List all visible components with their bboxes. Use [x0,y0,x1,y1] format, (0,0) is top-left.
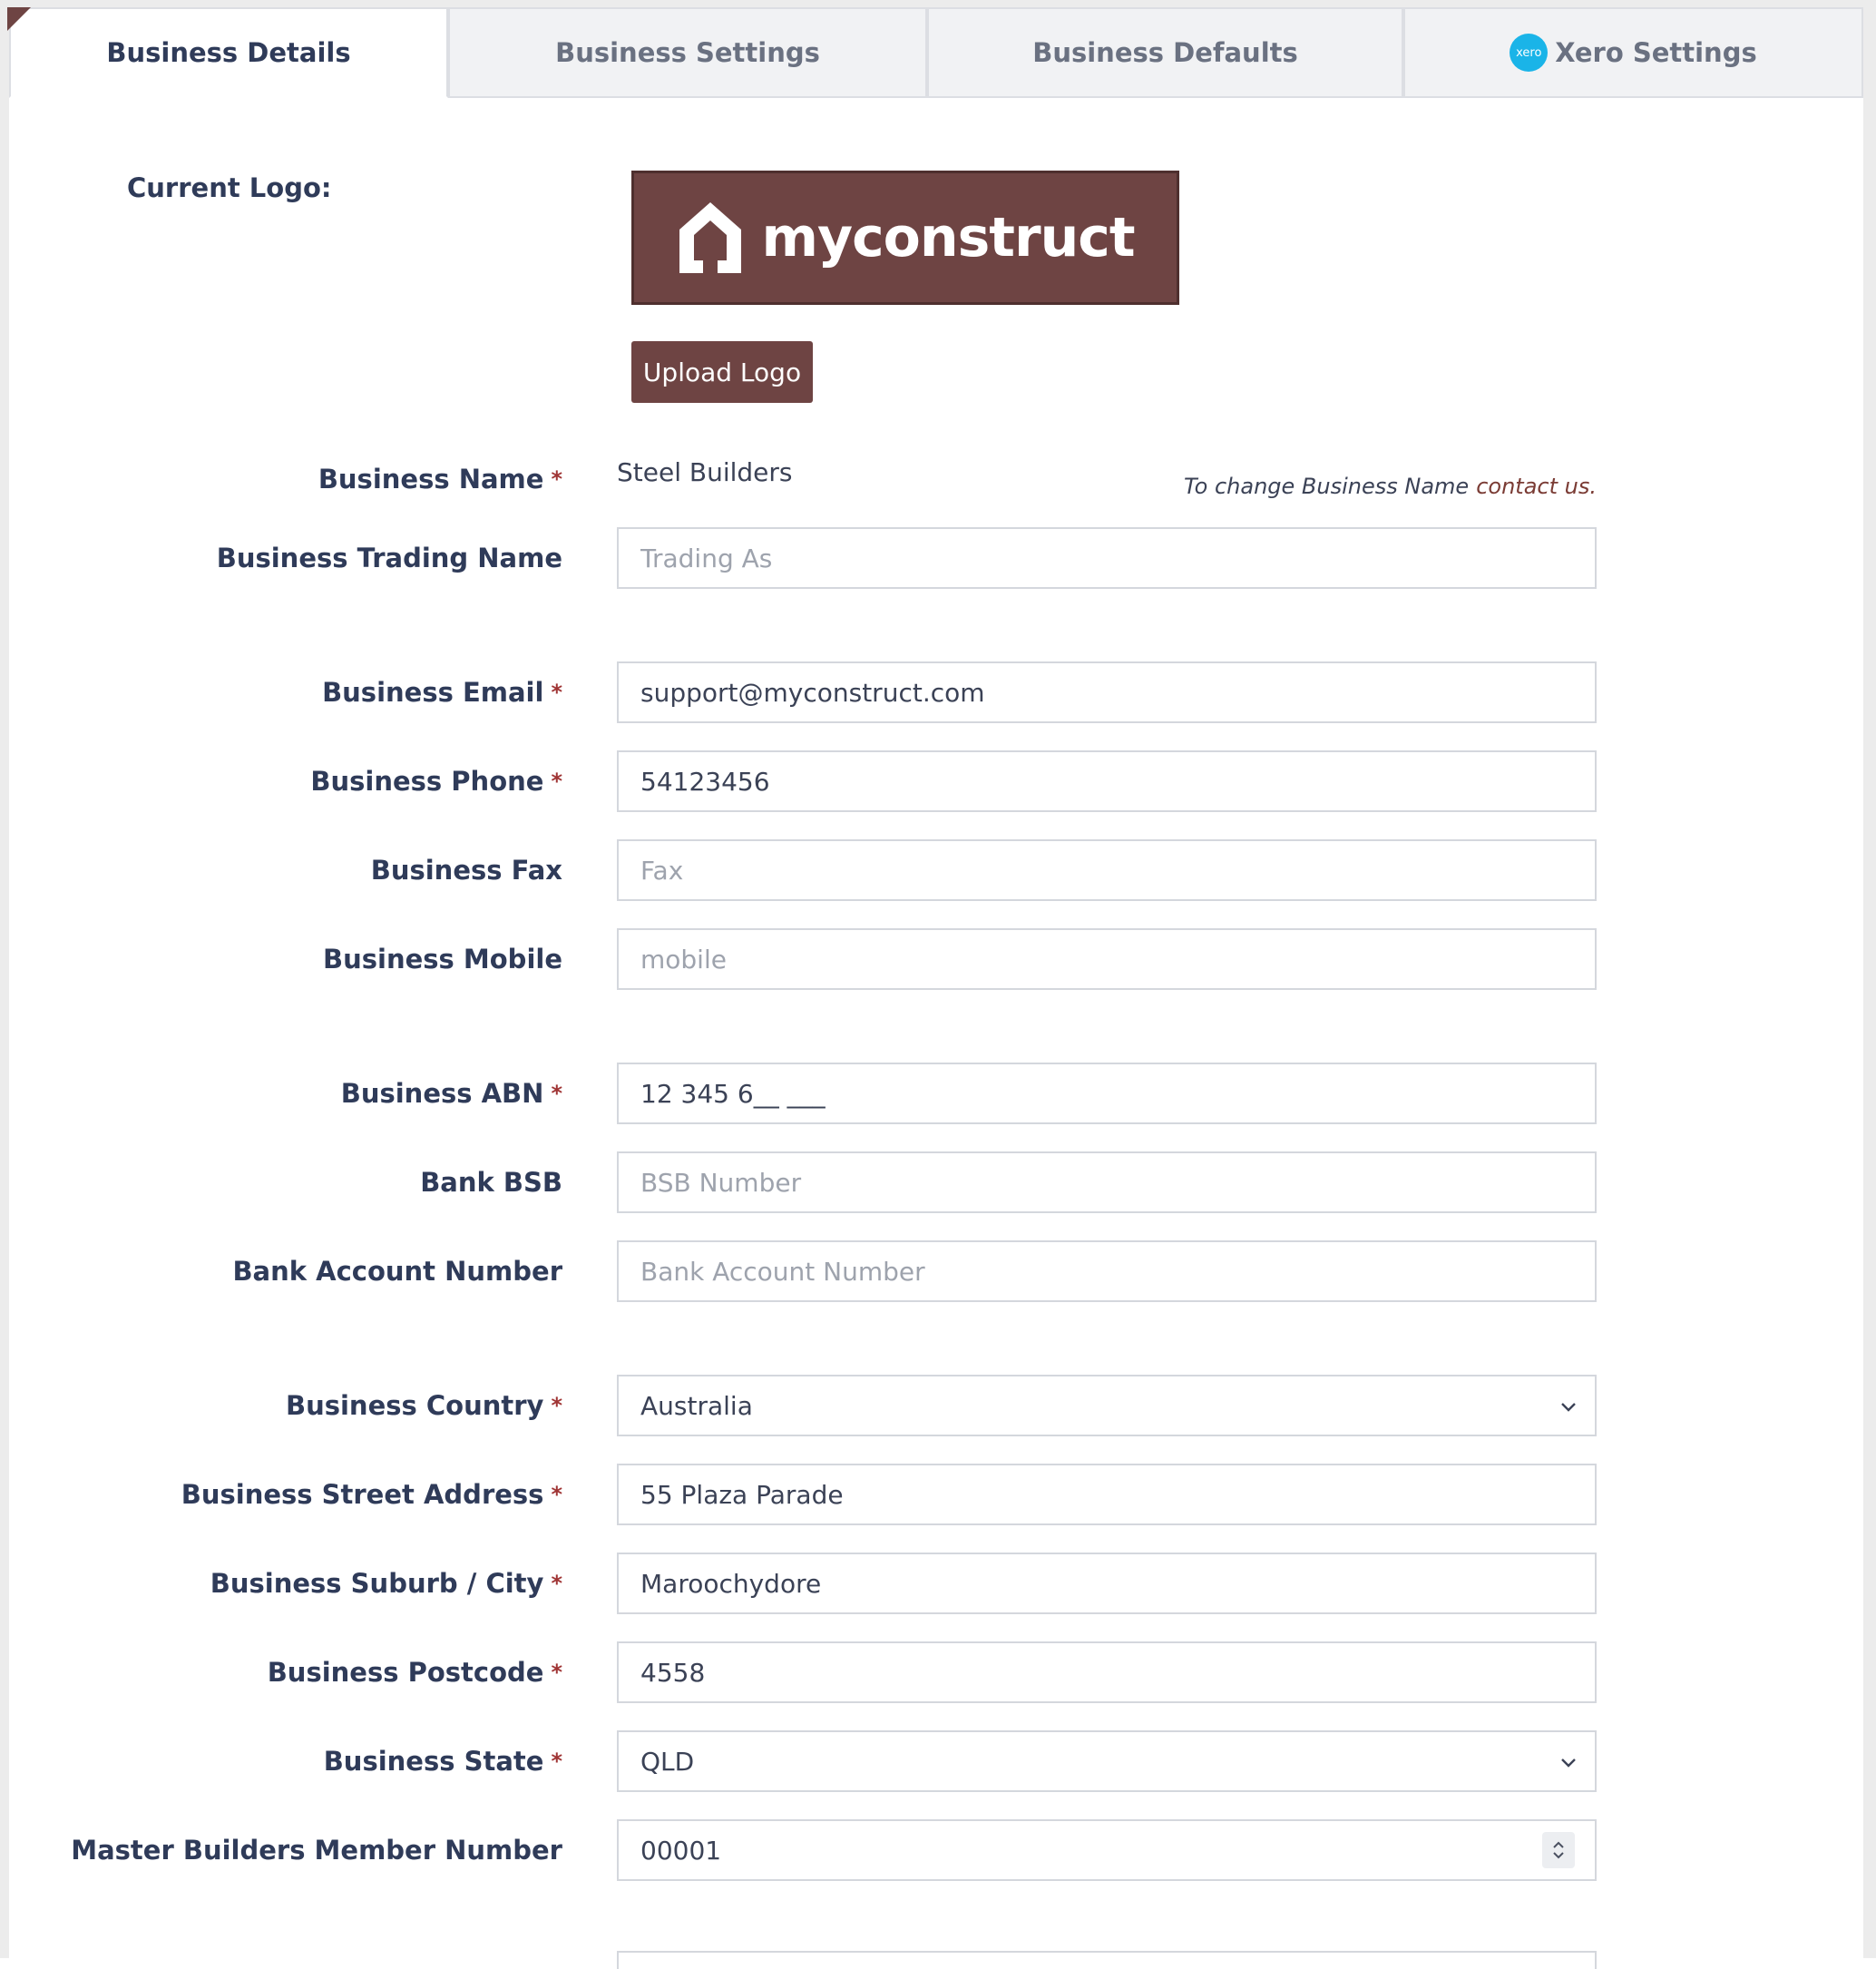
tab-label: Business Settings [555,37,820,68]
master-builders-label: Master Builders Member Number [71,1835,562,1866]
suburb-label: Business Suburb / City * [210,1568,562,1599]
business-name-label: Business Name * [318,464,562,495]
tab-bar [9,7,1863,98]
bsb-input[interactable] [617,1151,1597,1213]
master-builders-input[interactable]: 00001 [617,1819,1597,1881]
phone-label: Business Phone * [310,766,562,797]
row-trading-name [0,527,1863,589]
fax-input[interactable] [617,839,1597,901]
required-marker: * [551,1482,562,1507]
tab-business-settings[interactable] [448,7,927,98]
chevron-down-icon[interactable] [1551,1850,1566,1861]
state-select[interactable]: QLD [617,1730,1597,1792]
required-marker: * [551,769,562,794]
phone-input[interactable] [617,750,1597,812]
tab-label: Business Details [106,37,351,68]
row-fax [0,839,1863,901]
row-postcode [0,1641,1863,1703]
row-mobile [0,928,1863,990]
outer-top-border [0,0,1876,7]
tab-business-defaults[interactable] [927,7,1403,98]
abn-input[interactable] [617,1063,1597,1124]
account-number-label: Bank Account Number [232,1256,562,1287]
row-master-builders [0,1819,1863,1881]
chevron-down-icon [1558,1396,1578,1416]
trading-name-label: Business Trading Name [216,543,562,573]
email-label: Business Email * [322,677,562,708]
xero-icon: xero [1510,34,1548,72]
country-label: Business Country * [285,1390,562,1421]
country-select[interactable]: Australia [617,1375,1597,1436]
row-abn [0,1063,1863,1124]
mobile-input[interactable] [617,928,1597,990]
business-name-value: Steel Builders [617,456,793,487]
business-name-note: To change Business Name contact us. [1183,474,1597,499]
chevron-up-icon[interactable] [1551,1839,1566,1850]
bsb-label: Bank BSB [420,1167,562,1198]
postcode-input[interactable] [617,1641,1597,1703]
suburb-input[interactable] [617,1553,1597,1614]
row-country [0,1375,1863,1436]
required-marker: * [551,1660,562,1685]
row-state [0,1730,1863,1792]
fax-label: Business Fax [370,855,562,886]
required-marker: * [551,1081,562,1106]
number-stepper[interactable] [1542,1832,1575,1868]
next-input-partial[interactable] [617,1951,1597,1969]
postcode-label: Business Postcode * [267,1657,562,1688]
tab-label: Xero Settings [1555,37,1757,68]
street-input[interactable] [617,1464,1597,1525]
house-icon [676,199,745,277]
row-suburb [0,1553,1863,1614]
outer-right-border [1863,0,1876,1958]
upload-logo-button[interactable]: Upload Logo [631,341,813,403]
abn-label: Business ABN * [340,1078,562,1109]
email-input[interactable] [617,661,1597,723]
contact-us-link[interactable]: contact us. [1476,474,1597,499]
state-label: Business State * [323,1746,562,1777]
corner-marker-icon [7,7,31,31]
row-bsb [0,1151,1863,1213]
required-marker: * [551,1571,562,1596]
required-marker: * [551,1749,562,1774]
row-business-name [0,448,1863,510]
row-account-number [0,1240,1863,1302]
mobile-label: Business Mobile [323,944,562,975]
row-phone [0,750,1863,812]
account-number-input[interactable] [617,1240,1597,1302]
tab-label: Business Defaults [1032,37,1298,68]
logo-preview [631,171,1179,305]
tab-business-details[interactable] [9,7,448,98]
required-marker: * [551,1393,562,1418]
street-label: Business Street Address * [181,1479,562,1510]
chevron-down-icon [1558,1752,1578,1772]
row-street [0,1464,1863,1525]
required-marker: * [551,680,562,705]
tab-xero-settings[interactable] [1403,7,1863,98]
trading-name-input[interactable] [617,527,1597,589]
row-email [0,661,1863,723]
logo-brand-text: myconstruct [761,206,1135,269]
required-marker: * [551,466,562,492]
current-logo-label: Current Logo: [127,172,332,203]
